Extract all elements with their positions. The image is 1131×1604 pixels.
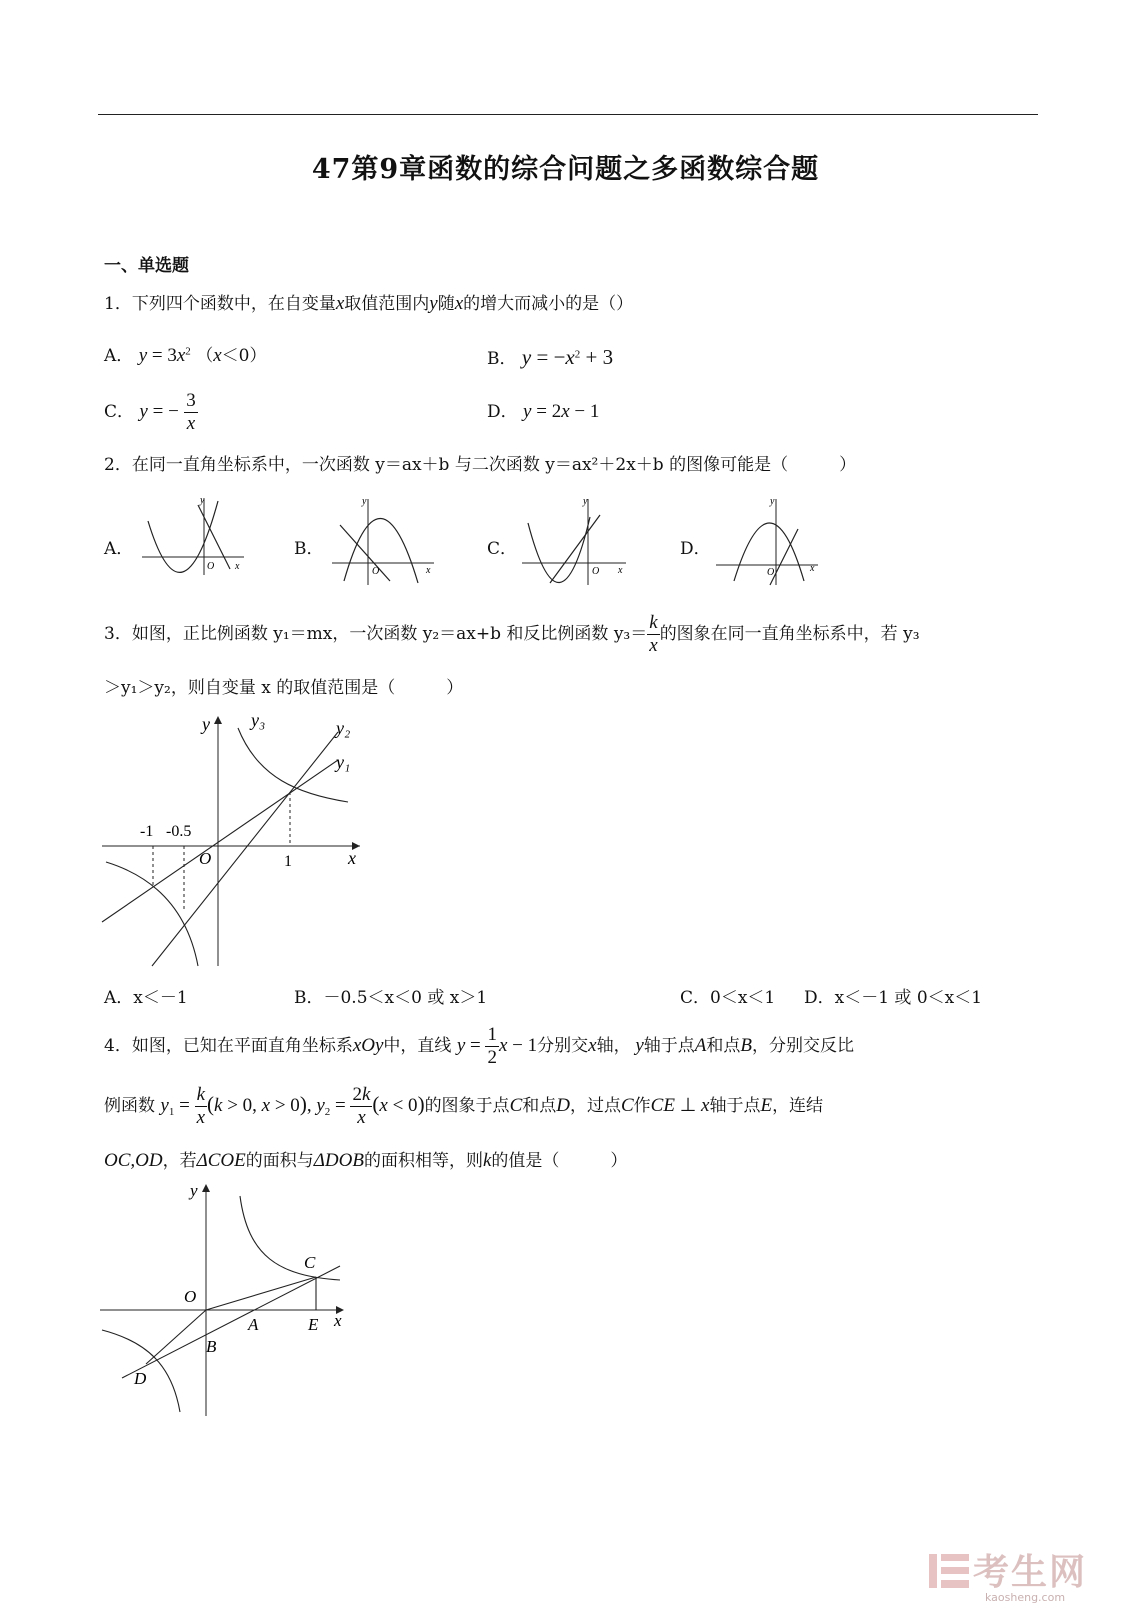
label-y1: y₁ (336, 752, 351, 772)
svg-text:x: x (426, 565, 431, 576)
line-y1 (102, 760, 338, 922)
svg-text:O: O (592, 566, 600, 577)
hyperbola-y1 (240, 1196, 340, 1280)
label-one: 1 (284, 853, 292, 870)
label-O: O (184, 1287, 197, 1306)
q3-stem-line2: ＞y₁＞y₂，则自变量 x 的取值范围是（ ） (104, 678, 464, 698)
q4-stem-line3: OC,OD，若ΔCOE的面积与ΔDOB的面积相等，则k的值是（ ） (104, 1150, 628, 1171)
q2-graph-c (520, 495, 632, 587)
label-B: B (206, 1337, 217, 1356)
q1-option-a: A． $y = 3x^2$ （x＜0） (104, 345, 267, 366)
svg-text:O: O (207, 561, 215, 572)
label-y2: y₂ (336, 718, 351, 738)
page-title: 47第9章函数的综合问题之多函数综合题 (311, 154, 820, 185)
q4-stem-line2: 例函数 $y_1$ = $\frac{k}{x}$ (k > 0, x > 0), $y_2$ = $\frac{2k}{x}$ (x < 0)的图象于点C和点D，过点C作CE ⊥ x轴于点E，连结 (104, 1084, 824, 1128)
svg-text:x: x (810, 563, 815, 574)
q1-stem: 1．下列四个函数中，在自变量x取值范围内y随x的增大而减小的是（） (104, 293, 634, 314)
segment-OD (146, 1310, 206, 1364)
q2-stem: 2．在同一直角坐标系中，一次函数 y＝ax＋b 与二次函数 y＝ax²＋2x＋b 的图像可能是（ ） (104, 455, 857, 475)
q4-stem-line1: 4．如图，已知在平面直角坐标系xOy中，直线 y = $\frac{1}{2}$ x − 1分别交x轴， y轴于点A和点B，分别交反比 (104, 1024, 854, 1068)
q3-option-d: D．x＜－1 或 0＜x＜1 (804, 988, 983, 1008)
q2-label-a: A． (104, 539, 134, 559)
parabola (528, 517, 590, 583)
y-axis-arrow (202, 1184, 210, 1192)
svg-text:y: y (200, 495, 205, 506)
section-heading: 一、单选题 (104, 256, 189, 276)
line-y2 (152, 732, 338, 966)
q3-graph (98, 708, 368, 968)
label-y: y (202, 714, 210, 734)
label-y: y (190, 1181, 198, 1200)
label-D: D (134, 1369, 147, 1388)
svg-text:x: x (235, 561, 240, 572)
label-minus1: -1 (140, 823, 154, 840)
q1-option-c: C． y = − $\frac{3}{x}$ (104, 390, 196, 434)
y-axis-arrow (214, 716, 222, 724)
svg-text:y: y (362, 496, 367, 507)
watermark-text: 考生网 (972, 1552, 1087, 1593)
watermark-url: kaosheng.com (984, 1591, 1066, 1604)
segment-OC (206, 1277, 316, 1310)
label-x: x (348, 848, 356, 868)
q1-option-d: D． y = 2x − 1 (487, 401, 600, 422)
watermark-logo-icon (927, 1550, 973, 1590)
q4-graph (98, 1176, 360, 1420)
q3-option-c: C．0＜x＜1 (680, 988, 776, 1008)
label-C: C (304, 1253, 316, 1272)
q2-graph-d (714, 495, 824, 587)
q2-graph-b (330, 495, 440, 587)
parabola (344, 518, 418, 583)
label-y3: y₃ (251, 710, 266, 730)
svg-text:O: O (767, 567, 775, 578)
svg-text:x: x (618, 565, 623, 576)
q3-stem-line1: 3．如图，正比例函数 y₁＝mx，一次函数 y₂＝ax+b 和反比例函数 y₃＝ $\frac{k}{x}$ 的图象在同一直角坐标系中，若 y₃ (104, 612, 920, 656)
label-minus05: -0.5 (166, 823, 192, 840)
label-E: E (308, 1315, 319, 1334)
svg-text:y: y (770, 496, 775, 507)
label-x: x (334, 1311, 342, 1330)
q1-option-b: B． $y = -x^2 + 3$ (487, 345, 614, 369)
q2-label-d: D． (680, 539, 711, 559)
svg-text:y: y (583, 496, 588, 507)
q2-graph-a (140, 495, 250, 577)
svg-text:O: O (372, 566, 380, 577)
q2-label-c: C． (487, 539, 518, 559)
q2-label-b: B． (294, 539, 324, 559)
header-rule (98, 114, 1038, 115)
label-origin: O (199, 849, 212, 868)
q3-option-b: B．－0.5＜x＜0 或 x＞1 (294, 988, 488, 1008)
line (340, 525, 390, 581)
label-A: A (248, 1315, 259, 1334)
q3-option-a: A．x＜－1 (104, 988, 188, 1008)
watermark (927, 1544, 1087, 1604)
